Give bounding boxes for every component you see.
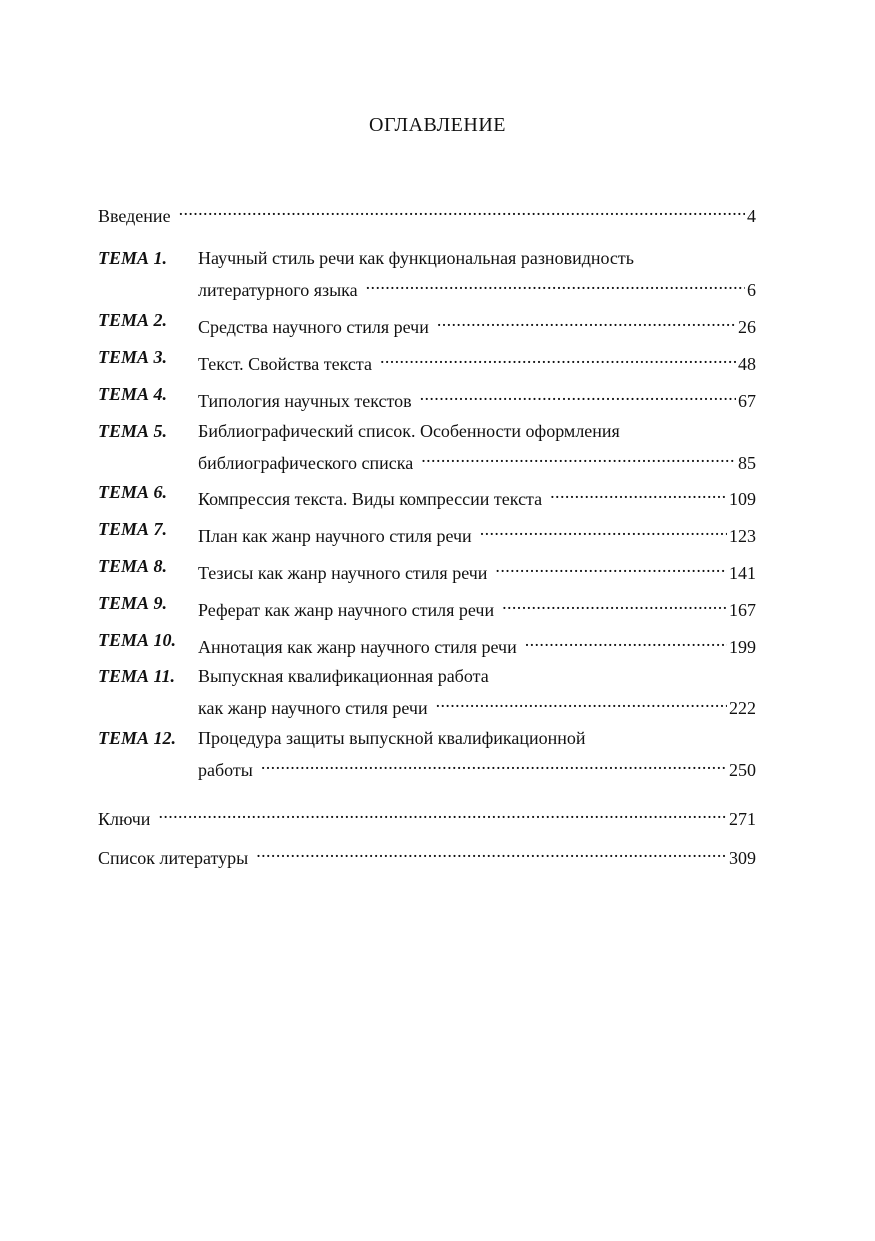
topic-title-line2: как жанр научного стиля речи — [198, 698, 428, 718]
topic-title-line1: Научный стиль речи как функциональная разновидность — [198, 248, 634, 268]
leader-dots — [525, 628, 727, 653]
leader-dots — [421, 444, 736, 469]
topic-title-line1: Компрессия текста. Виды компрессии текста — [198, 489, 543, 509]
topic-label: ТЕМА 9. — [98, 593, 168, 613]
toc-page-number: 48 — [738, 354, 756, 374]
toc-page-number: 309 — [729, 848, 756, 868]
topic-label: ТЕМА 4. — [98, 384, 168, 404]
page-title: ОГЛАВЛЕНИЕ — [369, 114, 506, 136]
toc-page-number: 123 — [729, 526, 756, 546]
topic-title-line1: Аннотация как жанр научного стиля речи — [198, 637, 517, 657]
topic-label: ТЕМА 2. — [98, 310, 168, 330]
leader-dots — [436, 689, 727, 714]
leader-dots — [366, 271, 745, 296]
leader-dots — [495, 554, 727, 579]
toc-page-number: 4 — [747, 206, 756, 226]
topic-label: ТЕМА 10. — [98, 630, 177, 650]
topic-label: ТЕМА 3. — [98, 347, 168, 367]
topic-title-line1: Тезисы как жанр научного стиля речи — [198, 563, 488, 583]
topic-title-line1: Реферат как жанр научного стиля речи — [198, 600, 495, 620]
leader-dots — [437, 308, 736, 333]
toc-page-number: 141 — [729, 563, 756, 583]
toc-entry-text: Список литературы — [98, 848, 249, 868]
topic-title-line1: Средства научного стиля речи — [198, 317, 429, 337]
topic-label: ТЕМА 5. — [98, 421, 168, 441]
topic-title-line1: Текст. Свойства текста — [198, 354, 372, 374]
toc-entry-text: Введение — [98, 206, 171, 226]
leader-dots — [158, 800, 727, 825]
topic-label: ТЕМА 8. — [98, 556, 168, 576]
topic-title-line2: библиографического списка — [198, 453, 414, 473]
topic-title-line2: работы — [198, 760, 253, 780]
leader-dots — [380, 345, 736, 370]
toc-page-number: 222 — [729, 698, 756, 718]
leader-dots — [179, 197, 745, 222]
topic-label: ТЕМА 6. — [98, 482, 168, 502]
toc-page-number: 250 — [729, 760, 756, 780]
toc-entry-text: Ключи — [98, 809, 151, 829]
topic-title-line1: Процедура защиты выпускной квалификационной — [198, 728, 586, 748]
toc-page-number: 199 — [729, 637, 756, 657]
toc-page-number: 85 — [738, 453, 756, 473]
leader-dots — [480, 517, 727, 542]
toc-page-number: 26 — [738, 317, 756, 337]
topic-label: ТЕМА 7. — [98, 519, 168, 539]
toc-page-number: 271 — [729, 809, 756, 829]
topic-title-line1: Типология научных текстов — [198, 391, 412, 411]
topic-title-line1: План как жанр научного стиля речи — [198, 526, 472, 546]
toc-page-number: 167 — [729, 600, 756, 620]
topic-label: ТЕМА 1. — [98, 248, 168, 268]
leader-dots — [550, 480, 727, 505]
topic-title-line2: литературного языка — [198, 280, 358, 300]
leader-dots — [261, 751, 727, 776]
topic-title-line1: Выпускная квалификационная работа — [198, 666, 489, 686]
leader-dots — [256, 839, 727, 864]
toc-page-number: 109 — [729, 489, 756, 509]
topic-label: ТЕМА 11. — [98, 666, 176, 686]
toc-page-number: 6 — [747, 280, 756, 300]
leader-dots — [420, 382, 736, 407]
topic-label: ТЕМА 12. — [98, 728, 177, 748]
topic-title-line1: Библиографический список. Особенности оформления — [198, 421, 620, 441]
leader-dots — [502, 591, 727, 616]
toc-page-number: 67 — [738, 391, 756, 411]
